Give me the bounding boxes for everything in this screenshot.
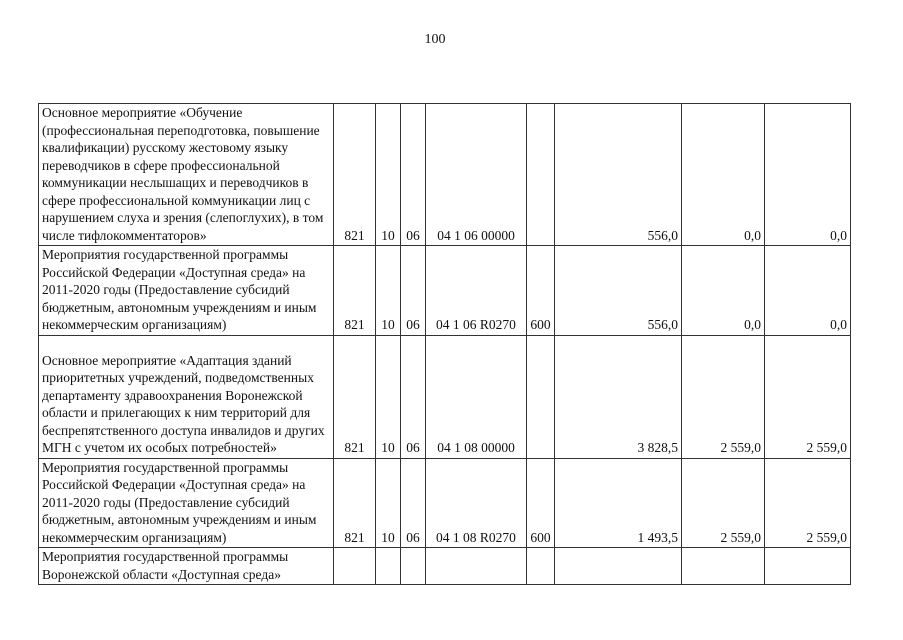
section-code-cell: 10 [376,335,401,458]
expense-type-cell: 600 [527,246,555,336]
target-item-cell [426,548,527,585]
amount-1-cell: 556,0 [555,246,682,336]
section-code-cell [376,548,401,585]
row-name-cell: Мероприятия государственной программы Воронежской области «Доступная среда» [39,548,334,585]
ministry-code-cell [334,548,376,585]
amount-2-cell: 0,0 [682,104,765,246]
amount-1-cell [555,548,682,585]
amount-1-cell: 3 828,5 [555,335,682,458]
amount-3-cell: 2 559,0 [765,335,851,458]
amount-2-cell: 0,0 [682,246,765,336]
target-item-cell: 04 1 06 R0270 [426,246,527,336]
target-item-cell: 04 1 08 R0270 [426,458,527,548]
amount-1-cell: 556,0 [555,104,682,246]
ministry-code-cell: 821 [334,335,376,458]
subsection-code-cell: 06 [401,335,426,458]
table-row [39,104,851,246]
target-item-cell: 04 1 06 00000 [426,104,527,246]
row-name-cell: Мероприятия государственной программы Российской Федерации «Доступная среда» на 2011-2020 годы (Предоставление субсидий бюджетным, автономным учреждениям и иным некоммерческим организациям) [39,458,334,548]
ministry-code-cell: 821 [334,246,376,336]
budget-table [38,103,851,585]
table-row [39,548,851,585]
table-row [39,335,851,458]
row-name-cell: Основное мероприятие «Адаптация зданий приоритетных учреждений, подведомственных департаменту здравоохранения Воронежской области и прилегающих к ним территорий для беспрепятственного доступа инвалидов и других МГН с учетом их особых потребностей» [39,335,334,458]
row-name-cell: Мероприятия государственной программы Российской Федерации «Доступная среда» на 2011-2020 годы (Предоставление субсидий бюджетным, автономным учреждениям и иным некоммерческим организациям) [39,246,334,336]
amount-2-cell: 2 559,0 [682,458,765,548]
subsection-code-cell [401,548,426,585]
amount-3-cell [765,548,851,585]
amount-2-cell [682,548,765,585]
expense-type-cell [527,104,555,246]
amount-2-cell: 2 559,0 [682,335,765,458]
subsection-code-cell: 06 [401,246,426,336]
expense-type-cell [527,548,555,585]
expense-type-cell: 600 [527,458,555,548]
section-code-cell: 10 [376,104,401,246]
row-name-cell: Основное мероприятие «Обучение (профессиональная переподготовка, повышение квалификации) русскому жестовому языку переводчиков в сфере профессиональной коммуникации неслышащих и переводчиков в сфере профессиональной коммуникации лиц с нарушением слуха и зрения (слепоглухих), в том числе тифлокомментаторов» [39,104,334,246]
amount-3-cell: 0,0 [765,104,851,246]
ministry-code-cell: 821 [334,458,376,548]
amount-1-cell: 1 493,5 [555,458,682,548]
ministry-code-cell: 821 [334,104,376,246]
amount-3-cell: 2 559,0 [765,458,851,548]
section-code-cell: 10 [376,458,401,548]
section-code-cell: 10 [376,246,401,336]
amount-3-cell: 0,0 [765,246,851,336]
target-item-cell: 04 1 08 00000 [426,335,527,458]
subsection-code-cell: 06 [401,458,426,548]
table-row [39,458,851,548]
page-number: 100 [424,32,446,47]
table-row [39,246,851,336]
expense-type-cell [527,335,555,458]
subsection-code-cell: 06 [401,104,426,246]
